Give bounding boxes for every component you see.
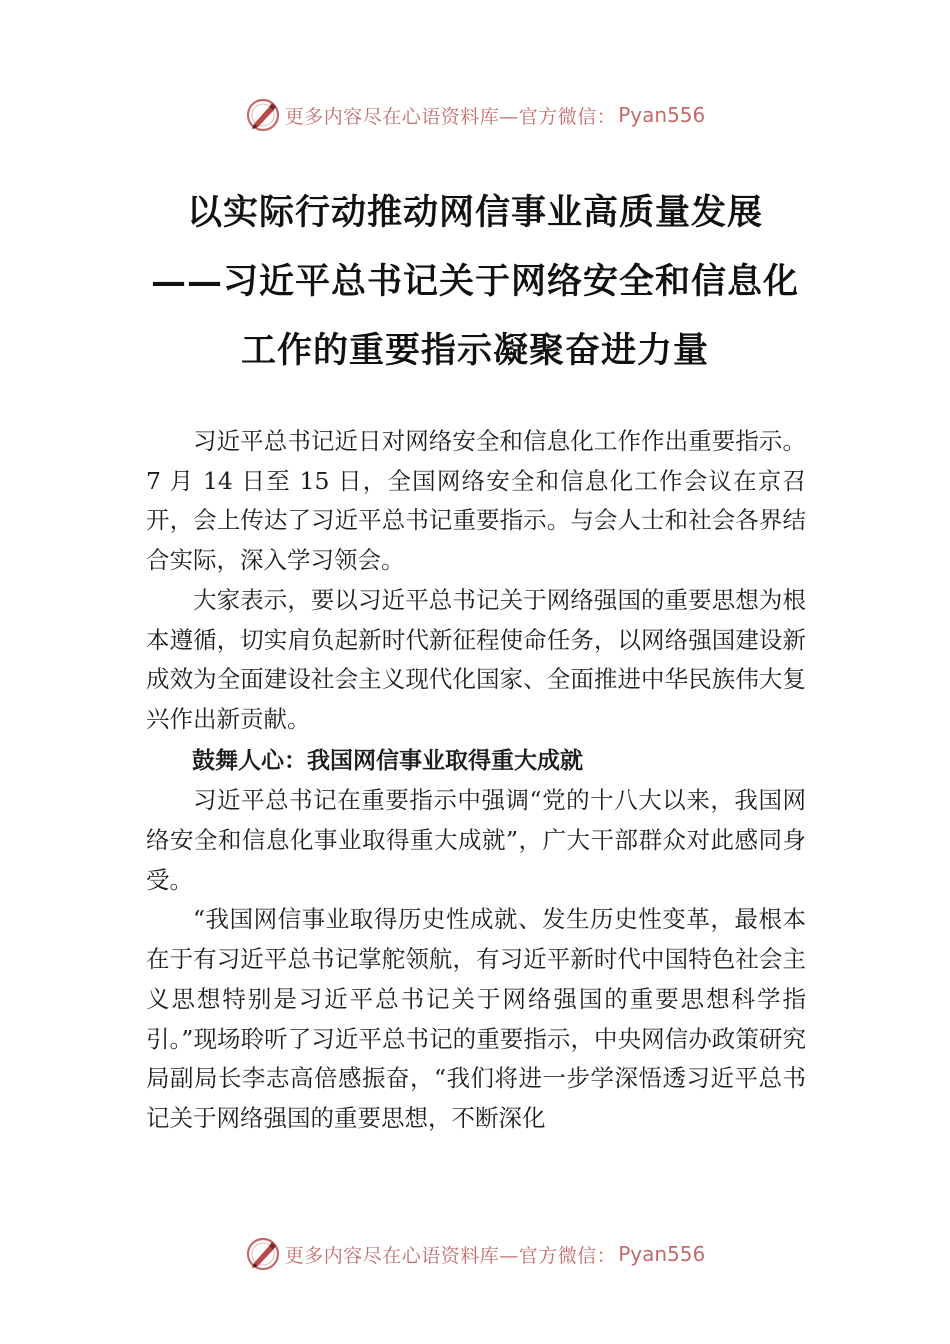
banner-wechat-id: Pyan556 bbox=[618, 103, 706, 127]
footer-banner bbox=[0, 1232, 950, 1276]
section-paragraph-2: “我国网信事业取得历史性成就、发生历史性变革，最根本在于有习近平总书记掌舵领航，有习近平新时代中国特色社会主义思想特别是习近平总书记关于网络强国的重要思想科学指引。”现场聆听了习近平总书记的重要指示，中央网信办政策研究局副局长李志高倍感振奋，“我们将进一步学深悟透习近平总书记关于网络强国的重要思想，不断深化 bbox=[146, 905, 806, 1132]
paragraph-1: 习近平总书记近日对网络安全和信息化工作作出重要指示。7 月 14 日至 15 日，全国网络安全和信息化工作会议在京召开，会上传达了习近平总书记重要指示。与会人士和社会各界结合实际，深入学习领会。 bbox=[146, 427, 806, 575]
pen-logo-icon bbox=[245, 97, 281, 133]
document-title bbox=[0, 178, 950, 385]
banner-text: 更多内容尽在心语资料库—官方微信： bbox=[284, 1244, 617, 1267]
document-body bbox=[146, 422, 806, 1139]
title-line-3: 工作的重要指示凝聚奋进力量 bbox=[240, 330, 709, 371]
banner-text: 更多内容尽在心语资料库—官方微信： bbox=[284, 105, 617, 128]
section-heading: 鼓舞人心：我国网信事业取得重大成就 bbox=[192, 747, 583, 774]
title-line-1: 以实际行动推动网信事业高质量发展 bbox=[186, 192, 763, 233]
paragraph-2: 大家表示，要以习近平总书记关于网络强国的重要思想为根本遵循，切实肩负起新时代新征程使命任务，以网络强国建设新成效为全面建设社会主义现代化国家、全面推进中华民族伟大复兴作出新贡献。 bbox=[146, 585, 806, 733]
banner-wechat-id: Pyan556 bbox=[618, 1242, 706, 1266]
section-paragraph-1: 习近平总书记在重要指示中强调“党的十八大以来，我国网络安全和信息化事业取得重大成就”，广大干部群众对此感同身受。 bbox=[146, 786, 806, 894]
header-banner bbox=[0, 93, 950, 137]
pen-logo-icon bbox=[245, 1236, 281, 1272]
title-line-2: ——习近平总书记关于网络安全和信息化 bbox=[150, 261, 799, 302]
